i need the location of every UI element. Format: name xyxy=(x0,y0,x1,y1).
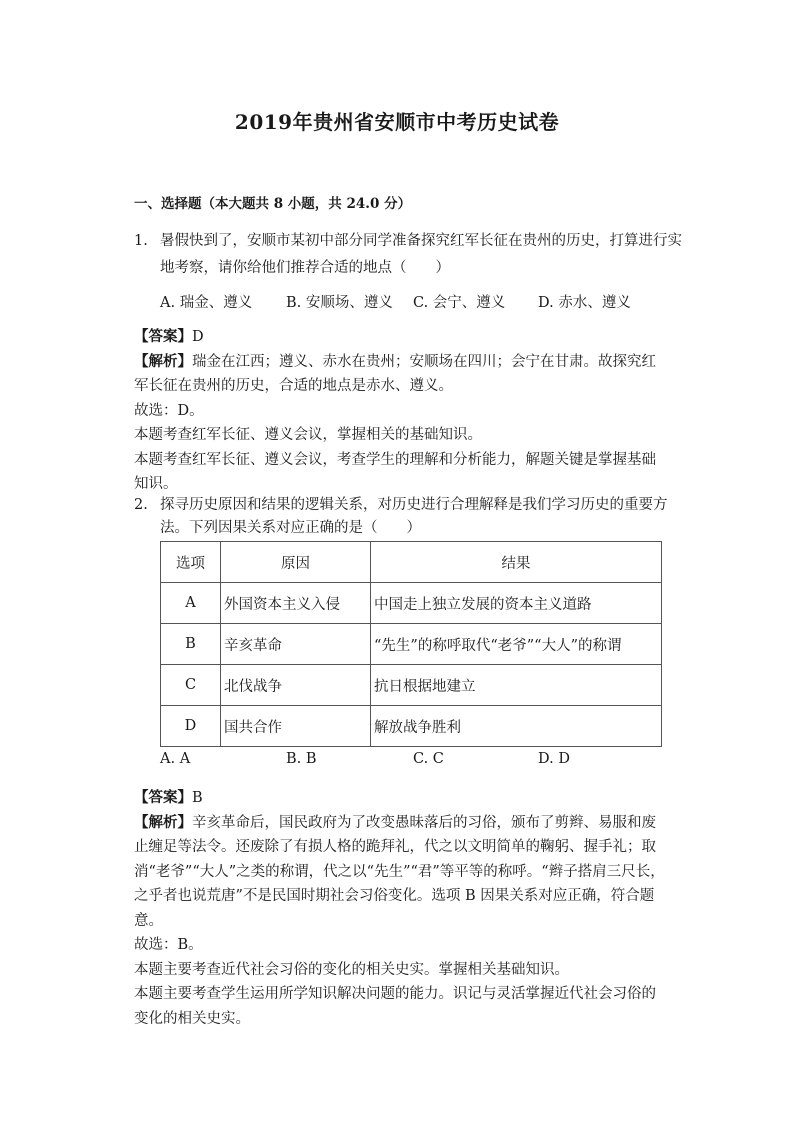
question-number: 1. xyxy=(134,233,148,249)
analysis-line xyxy=(134,811,668,934)
table-cell: 辛亥革命 xyxy=(221,624,371,665)
table-cell: A xyxy=(161,583,221,624)
option-d: D. 赤水、遵义 xyxy=(538,295,631,311)
note-line: 本题主要考查近代社会习俗的变化的相关史实。掌握相关基础知识。 xyxy=(134,961,569,978)
table-header-row xyxy=(161,542,662,583)
question-1 xyxy=(134,228,694,284)
page-title: 2019年贵州省安顺市中考历史试卷 xyxy=(234,110,560,134)
choose-line: 故选：D。 xyxy=(134,402,204,419)
answer-value: D xyxy=(192,329,204,345)
section-heading: 一、选择题（本大题共 8 小题，共 24.0 分） xyxy=(134,196,412,212)
table-cell: 解放战争胜利 xyxy=(371,706,662,747)
table-cell: 国共合作 xyxy=(221,706,371,747)
analysis-tag: 【解析】 xyxy=(134,352,192,370)
answer-line xyxy=(134,786,668,811)
table-row xyxy=(161,624,662,665)
table-cell: B xyxy=(161,624,221,665)
question-number: 2. xyxy=(134,497,148,513)
option-d: D. D xyxy=(538,751,570,767)
note-line: 本题考查红军长征、遵义会议，掌握相关的基础知识。 xyxy=(134,427,482,443)
option-b: B. 安顺场、遵义 xyxy=(286,295,393,311)
table-cell: 中国走上独立发展的资本主义道路 xyxy=(371,583,662,624)
table-row xyxy=(161,583,662,624)
analysis-text: 辛亥革命后，国民政府为了改变愚昧落后的习俗，颁布了剪辫、易服和废止缠足等法令。还废除了有损人格的跪拜礼，代之以文明简单的鞠躬、握手礼；取消“老爷”“大人”之类的称谓，代之以“先生”“君”等平等的称呼。“辫子搭肩三尺长，之乎者也说荒唐”不是民国时期社会习俗变化。选项 B 因果关系对应正确，符合题意。 xyxy=(134,814,665,929)
table-cell: C xyxy=(161,665,221,706)
table-cell: 北伐战争 xyxy=(221,665,371,706)
question-text: 探寻历史原因和结果的逻辑关系，对历史进行合理解释是我们学习历史的重要方法。下列因果关系对应正确的是（ ） xyxy=(160,497,668,536)
header-cell: 结果 xyxy=(371,542,662,583)
table-cell: 外国资本主义入侵 xyxy=(221,583,371,624)
table-cell: D xyxy=(161,706,221,747)
option-c: C. 会宁、遵义 xyxy=(413,295,506,311)
table-cell: 抗日根据地建立 xyxy=(371,665,662,706)
note-line: 本题主要考查学生运用所学知识解决问题的能力。识记与灵活掌握近代社会习俗的变化的相关史实。 xyxy=(134,986,656,1027)
analysis-line xyxy=(134,350,668,399)
option-a: A. 瑞金、遵义 xyxy=(160,295,253,311)
question-1-solution xyxy=(134,325,668,497)
table-row xyxy=(161,665,662,706)
answer-tag: 【答案】 xyxy=(134,328,192,345)
question-2-solution xyxy=(134,786,668,1031)
table-cell: “先生”的称呼取代“老爷”“大人”的称谓 xyxy=(371,624,662,665)
answer-line xyxy=(134,325,668,350)
analysis-tag: 【解析】 xyxy=(134,813,192,831)
cause-effect-table xyxy=(160,541,662,747)
choose-line: 故选：B。 xyxy=(134,937,203,953)
question-text: 暑假快到了，安顺市某初中部分同学准备探究红军长征在贵州的历史，打算进行实地考察，请你给他们推荐合适的地点（ ） xyxy=(160,233,682,276)
option-b: B. B xyxy=(286,751,317,767)
answer-value: B xyxy=(192,790,203,806)
header-cell: 原因 xyxy=(221,542,371,583)
note-line: 本题考查红军长征、遵义会议，考查学生的理解和分析能力，解题关键是掌握基础知识。 xyxy=(134,451,656,492)
question-2 xyxy=(134,494,694,544)
option-c: C. C xyxy=(413,751,444,767)
table-row xyxy=(161,706,662,747)
answer-tag: 【答案】 xyxy=(134,789,192,806)
analysis-text: 瑞金在江西；遵义、赤水在贵州；安顺场在四川；会宁在甘肃。故探究红军长征在贵州的历史，合适的地点是赤水、遵义。 xyxy=(134,353,656,394)
header-cell: 选项 xyxy=(161,542,221,583)
option-a: A. A xyxy=(160,751,191,767)
